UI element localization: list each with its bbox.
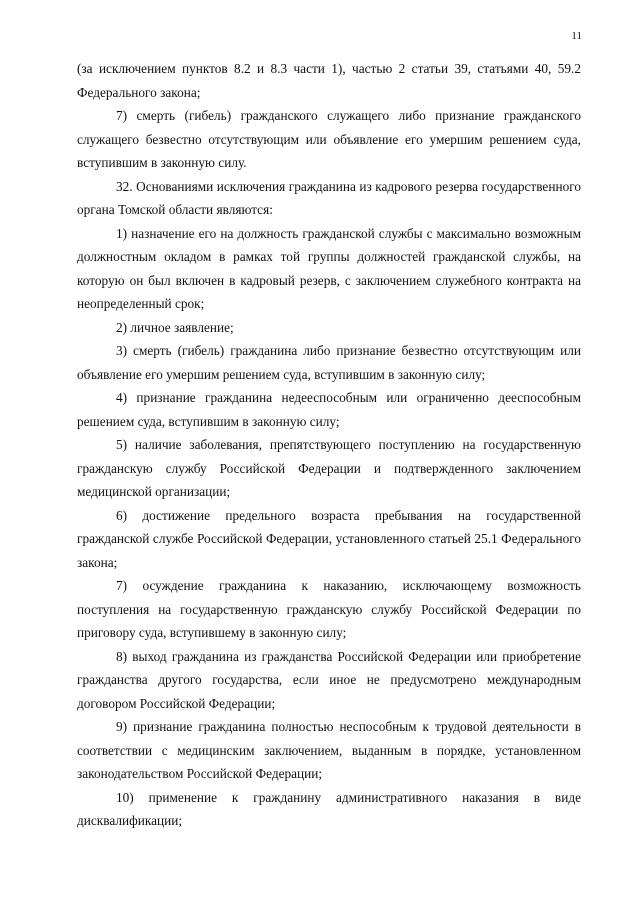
paragraph-item-7: 7) осуждение гражданина к наказанию, исключающему возможность поступления на государственную гражданскую службу Российской Федерации по приговору суда, вступившему в законную силу;	[77, 578, 581, 640]
paragraph-item-3: 3) смерть (гибель) гражданина либо признание безвестно отсутствующим или объявление его умершим решением суда, вступившим в законную силу;	[77, 343, 581, 382]
paragraph-item-1: 1) назначение его на должность гражданской службы с максимально возможным должностным окладом в рамках той группы должностей гражданской службы, на которую он был включен в кадровый резерв, с заключением служебного контракта на неопределенный срок;	[77, 225, 581, 311]
paragraph-continuation: (за исключением пунктов 8.2 и 8.3 части 1), частью 2 статьи 39, статьями 40, 59.2 Федерального закона;	[77, 61, 581, 100]
paragraph-item-8: 8) выход гражданина из гражданства Российской Федерации или приобретение гражданства другого государства, если иное не предусмотрено международным договором Российской Федерации;	[77, 648, 581, 711]
page-number: 11	[571, 30, 582, 42]
paragraph-item-5: 5) наличие заболевания, препятствующего поступлению на государственную гражданскую службу Российской Федерации и подтвержденного заключением медицинской организации;	[77, 437, 581, 499]
paragraph-item-2: 2) личное заявление;	[116, 319, 234, 335]
paragraph-item-6: 6) достижение предельного возраста пребывания на государственной гражданской службе Российской Федерации, установленного статьей 25.1 Федерального закона;	[77, 507, 581, 570]
paragraph-item-9: 9) признание гражданина полностью неспособным к трудовой деятельности в соответствии с медицинским заключением, выданным в порядке, установленном законодательством Российской Федерации;	[77, 719, 581, 781]
paragraph-item-10: 10) применение к гражданину административного наказания в виде дисквалификации;	[77, 789, 581, 828]
paragraph-item-7-death: 7) смерть (гибель) гражданского служащего либо признание гражданского служащего безвестно отсутствующим или объявление его умершим решением суда, вступившим в законную силу.	[77, 108, 581, 170]
paragraph-32-grounds: 32. Основаниями исключения гражданина из кадрового резерва государственного органа Томской области являются:	[77, 178, 581, 217]
paragraph-item-4: 4) признание гражданина недееспособным или ограниченно дееспособным решением суда, вступившим в законную силу;	[77, 390, 581, 429]
document-body	[77, 57, 581, 833]
